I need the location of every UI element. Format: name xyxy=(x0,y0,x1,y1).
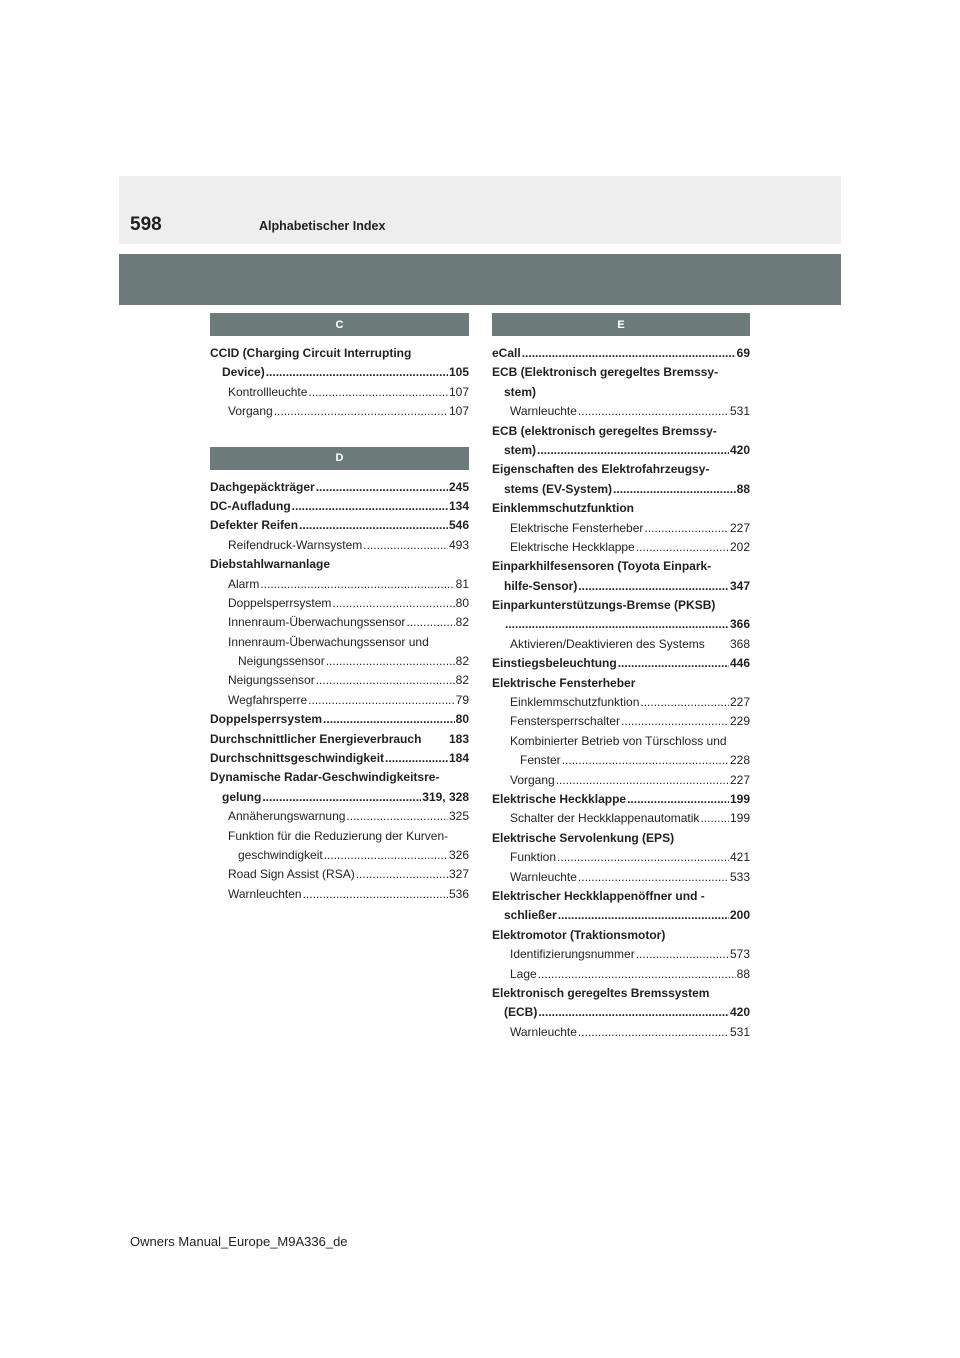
index-main-entry xyxy=(492,887,750,906)
entry-page-number: 134 xyxy=(448,498,469,513)
dot-leader xyxy=(557,848,729,867)
index-main-entry xyxy=(210,710,469,729)
index-main-entry xyxy=(492,790,750,809)
index-sub-entry xyxy=(492,732,750,751)
dot-leader xyxy=(522,344,736,363)
index-sub-entry xyxy=(492,635,750,654)
entry-text: (ECB) xyxy=(504,1005,538,1020)
entry-text: ECB (Elektronisch geregeltes Bremssy- xyxy=(492,365,719,380)
index-sub-entry xyxy=(492,402,750,421)
dot-leader xyxy=(316,671,455,690)
entry-page-number: 347 xyxy=(729,578,750,593)
dot-leader xyxy=(627,790,729,809)
index-sub-entry xyxy=(210,691,469,710)
index-sub-entry xyxy=(210,594,469,613)
entry-page-number: 82 xyxy=(455,615,469,630)
entry-page-number: 327 xyxy=(448,867,469,882)
index-main-entry xyxy=(210,516,469,535)
entry-page-number: 202 xyxy=(729,539,750,554)
entry-text: Defekter Reifen xyxy=(210,518,299,533)
entry-text: stem) xyxy=(504,442,537,457)
dot-leader xyxy=(332,594,454,613)
entry-page-number: 88 xyxy=(736,966,750,981)
index-column-right xyxy=(492,313,750,1042)
dot-leader xyxy=(613,480,736,499)
dot-leader xyxy=(700,809,729,828)
entry-page-number: 420 xyxy=(729,442,750,457)
index-sub-entry xyxy=(492,771,750,790)
entry-text: Einstiegsbeleuchtung xyxy=(492,656,617,671)
entry-page-number: 82 xyxy=(455,654,469,669)
entry-page-number: 200 xyxy=(729,908,750,923)
index-main-entry xyxy=(492,926,750,945)
dot-leader xyxy=(303,885,448,904)
entry-text: Elektrische Fensterheber xyxy=(510,520,644,535)
index-main-entry xyxy=(492,906,750,925)
dot-leader xyxy=(274,402,448,421)
dot-leader xyxy=(323,710,455,729)
entry-page-number: 227 xyxy=(729,772,750,787)
dot-leader xyxy=(299,516,448,535)
entry-page-number: 69 xyxy=(736,346,750,360)
entry-text: Elektromotor (Traktionsmotor) xyxy=(492,927,666,942)
dot-leader xyxy=(578,868,729,887)
entry-text: Fenster xyxy=(520,753,561,768)
entry-text: Warnleuchten xyxy=(228,886,302,901)
index-sub-entry xyxy=(210,652,469,671)
entry-text: gelung xyxy=(222,789,262,804)
index-main-entry xyxy=(492,480,750,499)
dot-leader xyxy=(538,1003,729,1022)
index-sub-entry xyxy=(492,848,750,867)
index-main-entry xyxy=(492,1003,750,1022)
index-sub-entry xyxy=(492,751,750,770)
entry-page-number: 199 xyxy=(729,791,750,806)
index-sub-entry xyxy=(210,402,469,421)
entry-text: Funktion für die Reduzierung der Kurven- xyxy=(228,828,449,843)
entry-text: Einklemmschutzfunktion xyxy=(492,501,635,516)
dot-leader xyxy=(406,613,454,632)
entry-text: Elektrische Heckklappe xyxy=(492,791,627,806)
entry-text: DC-Aufladung xyxy=(210,498,291,513)
dot-leader xyxy=(363,536,448,555)
entry-text: Durchschnittsgeschwindigkeit xyxy=(210,751,385,766)
entry-text: Kombinierter Betrieb von Türschloss und xyxy=(510,733,727,748)
entry-text: Schalter der Heckklappenautomatik xyxy=(510,811,700,826)
dot-leader xyxy=(537,441,729,460)
index-main-entry xyxy=(492,460,750,479)
dot-leader xyxy=(538,965,736,984)
index-sub-entry xyxy=(492,1023,750,1042)
index-sub-entry xyxy=(492,965,750,984)
section-title: Alphabetischer Index xyxy=(259,219,386,233)
index-sub-entry xyxy=(210,807,469,826)
dot-leader xyxy=(326,652,455,671)
index-sub-entry xyxy=(210,846,469,865)
entry-page-number: 420 xyxy=(729,1005,750,1020)
index-main-entry xyxy=(210,788,469,807)
index-main-entry xyxy=(492,344,750,363)
entry-text: stem) xyxy=(504,384,537,399)
index-sub-entry xyxy=(210,865,469,884)
index-sub-entry xyxy=(210,827,469,846)
index-main-entry xyxy=(492,596,750,615)
entry-text: Elektrische Servolenkung (EPS) xyxy=(492,830,675,845)
entry-text: CCID (Charging Circuit Interrupting xyxy=(210,346,412,360)
index-sub-entry xyxy=(210,671,469,690)
dot-leader xyxy=(346,807,448,826)
entry-text: Eigenschaften des Elektrofahrzeugsy- xyxy=(492,462,710,477)
entry-text: schließer xyxy=(504,908,557,923)
index-main-entry xyxy=(492,829,750,848)
index-main-entry xyxy=(210,749,469,768)
entry-page-number: 80 xyxy=(455,595,469,610)
index-entry-list xyxy=(492,344,750,1042)
entry-text: Device) xyxy=(222,365,265,380)
entry-page-number: 366 xyxy=(729,617,750,632)
dot-leader xyxy=(308,383,448,402)
entry-text: Annäherungswarnung xyxy=(228,809,346,824)
dot-leader xyxy=(636,945,729,964)
entry-page-number: 229 xyxy=(729,714,750,729)
entry-text: Doppelsperrsystem xyxy=(228,595,332,610)
entry-page-number: 245 xyxy=(448,479,469,494)
footer-text: Owners Manual_Europe_M9A336_de xyxy=(130,1234,348,1249)
entry-page-number: 82 xyxy=(455,673,469,688)
entry-text: Elektrische Heckklappe xyxy=(510,539,635,554)
dot-leader xyxy=(578,577,729,596)
dot-leader xyxy=(556,771,729,790)
header-band xyxy=(119,176,841,244)
entry-text: Innenraum-Überwachungssensor xyxy=(228,615,406,630)
entry-page-number: 81 xyxy=(455,576,469,591)
index-column-left xyxy=(210,313,469,904)
entry-page-number: 493 xyxy=(448,537,469,552)
entry-page-number: 184 xyxy=(448,751,469,766)
entry-page-number: 79 xyxy=(455,692,469,707)
entry-text: Wegfahrsperre xyxy=(228,692,308,707)
entry-text: Dachgepäckträger xyxy=(210,479,315,494)
entry-text: Diebstahlwarnanlage xyxy=(210,557,331,572)
entry-page-number: 199 xyxy=(729,811,750,826)
index-sub-entry xyxy=(210,575,469,594)
index-main-entry xyxy=(492,422,750,441)
index-main-entry xyxy=(492,984,750,1003)
entry-text: Elektronisch geregeltes Bremssystem xyxy=(492,985,710,1000)
dot-leader xyxy=(636,538,729,557)
dot-leader xyxy=(644,519,729,538)
dot-leader xyxy=(640,693,729,712)
index-sub-entry xyxy=(492,868,750,887)
entry-page-number: 573 xyxy=(729,947,750,962)
index-sub-entry xyxy=(492,519,750,538)
dot-leader xyxy=(292,497,448,516)
dot-leader xyxy=(262,788,421,807)
entry-page-number: 107 xyxy=(448,404,469,419)
dot-leader xyxy=(308,691,454,710)
entry-page-number: 325 xyxy=(448,809,469,824)
index-main-entry xyxy=(210,555,469,574)
index-sub-entry xyxy=(210,383,469,402)
index-main-entry xyxy=(210,478,469,497)
entry-page-number: 446 xyxy=(729,656,750,671)
entry-text: eCall xyxy=(492,346,521,360)
index-sub-entry xyxy=(492,945,750,964)
index-entry-list xyxy=(210,478,469,905)
index-letter-heading: D xyxy=(210,447,469,470)
entry-text: Aktivieren/Deaktivieren des Systems xyxy=(510,636,705,651)
index-sub-entry xyxy=(492,693,750,712)
entry-text: Alarm xyxy=(228,576,260,591)
dot-leader xyxy=(324,846,448,865)
entry-page-number: 107 xyxy=(448,384,469,399)
entry-page-number: 183 xyxy=(448,731,469,746)
entry-text: Warnleuchte xyxy=(510,869,577,884)
entry-text: Innenraum-Überwachungssensor und xyxy=(228,634,429,649)
entry-page-number: 533 xyxy=(729,869,750,884)
index-main-entry xyxy=(210,344,469,363)
entry-text: Neigungssensor xyxy=(228,673,315,688)
dot-leader xyxy=(260,575,454,594)
index-sub-entry xyxy=(210,885,469,904)
index-sub-entry xyxy=(210,633,469,652)
entry-text: Reifendruck-Warnsystem xyxy=(228,537,363,552)
index-main-entry xyxy=(492,674,750,693)
entry-text: Warnleuchte xyxy=(510,404,577,419)
index-main-entry xyxy=(210,497,469,516)
entry-page-number: 531 xyxy=(729,1024,750,1039)
index-main-entry xyxy=(492,499,750,518)
index-main-entry xyxy=(492,654,750,673)
index-sub-entry xyxy=(492,538,750,557)
entry-text: Einklemmschutzfunktion xyxy=(510,695,640,710)
index-main-entry xyxy=(210,768,469,787)
entry-text: Kontrollleuchte xyxy=(228,384,308,399)
entry-page-number: 421 xyxy=(729,850,750,865)
dot-leader xyxy=(266,363,448,382)
entry-text: Warnleuchte xyxy=(510,1024,577,1039)
entry-page-number: 531 xyxy=(729,404,750,419)
entry-text: Road Sign Assist (RSA) xyxy=(228,867,355,882)
dot-leader xyxy=(505,615,729,634)
entry-text: geschwindigkeit xyxy=(238,847,323,862)
index-main-entry xyxy=(492,363,750,382)
dot-leader xyxy=(558,906,729,925)
index-main-entry xyxy=(492,441,750,460)
entry-text: Elektrische Fensterheber xyxy=(492,675,636,690)
entry-text: Doppelsperrsystem xyxy=(210,712,323,727)
entry-text: Elektrischer Heckklappenöffner und - xyxy=(492,888,705,903)
dot-leader xyxy=(621,712,729,731)
index-main-entry xyxy=(210,730,469,749)
index-letter-heading: C xyxy=(210,313,469,336)
entry-text: ECB (elektronisch geregeltes Bremssy- xyxy=(492,423,717,438)
entry-text: Neigungssensor xyxy=(238,654,325,669)
entry-text: Einparkunterstützungs-Bremse (PKSB) xyxy=(492,598,716,613)
entry-text: Durchschnittlicher Energieverbrauch xyxy=(210,731,422,746)
index-main-entry xyxy=(492,383,750,402)
entry-page-number: 536 xyxy=(448,886,469,901)
index-letter-heading: E xyxy=(492,313,750,336)
entry-page-number: 227 xyxy=(729,695,750,710)
index-main-entry xyxy=(492,615,750,634)
index-main-entry xyxy=(492,577,750,596)
dot-leader xyxy=(385,749,448,768)
index-main-entry xyxy=(210,363,469,382)
entry-text: Lage xyxy=(510,966,537,981)
dot-leader xyxy=(618,654,729,673)
entry-page-number: 227 xyxy=(729,520,750,535)
index-sub-entry xyxy=(492,809,750,828)
entry-text: Einparkhilfesensoren (Toyota Einpark- xyxy=(492,559,712,574)
entry-text: Vorgang xyxy=(510,772,555,787)
entry-page-number: 105 xyxy=(448,365,469,380)
entry-page-number: 546 xyxy=(448,518,469,533)
page-number: 598 xyxy=(130,214,162,235)
entry-text: stems (EV-System) xyxy=(504,481,613,496)
dot-leader xyxy=(356,865,448,884)
entry-text: Vorgang xyxy=(228,404,273,419)
entry-page-number: 326 xyxy=(448,847,469,862)
entry-page-number: 80 xyxy=(455,712,469,727)
dot-leader xyxy=(578,1023,729,1042)
index-sub-entry xyxy=(492,712,750,731)
index-sub-entry xyxy=(210,613,469,632)
group-gap xyxy=(210,422,469,447)
index-main-entry xyxy=(492,557,750,576)
entry-text: Dynamische Radar-Geschwindigkeitsre- xyxy=(210,770,440,785)
chapter-band xyxy=(119,254,841,305)
entry-page-number: 228 xyxy=(729,753,750,768)
dot-leader xyxy=(316,478,448,497)
index-sub-entry xyxy=(210,536,469,555)
entry-page-number: 88 xyxy=(736,481,750,496)
index-entry-list xyxy=(210,344,469,422)
entry-page-number: 368 xyxy=(729,636,750,651)
dot-leader xyxy=(578,402,729,421)
entry-text: hilfe-Sensor) xyxy=(504,578,578,593)
entry-page-number: 319, 328 xyxy=(422,789,469,804)
entry-text: Funktion xyxy=(510,850,557,865)
entry-text: Identifizierungsnummer xyxy=(510,947,635,962)
entry-text: Fenstersperrschalter xyxy=(510,714,621,729)
dot-leader xyxy=(562,751,729,770)
